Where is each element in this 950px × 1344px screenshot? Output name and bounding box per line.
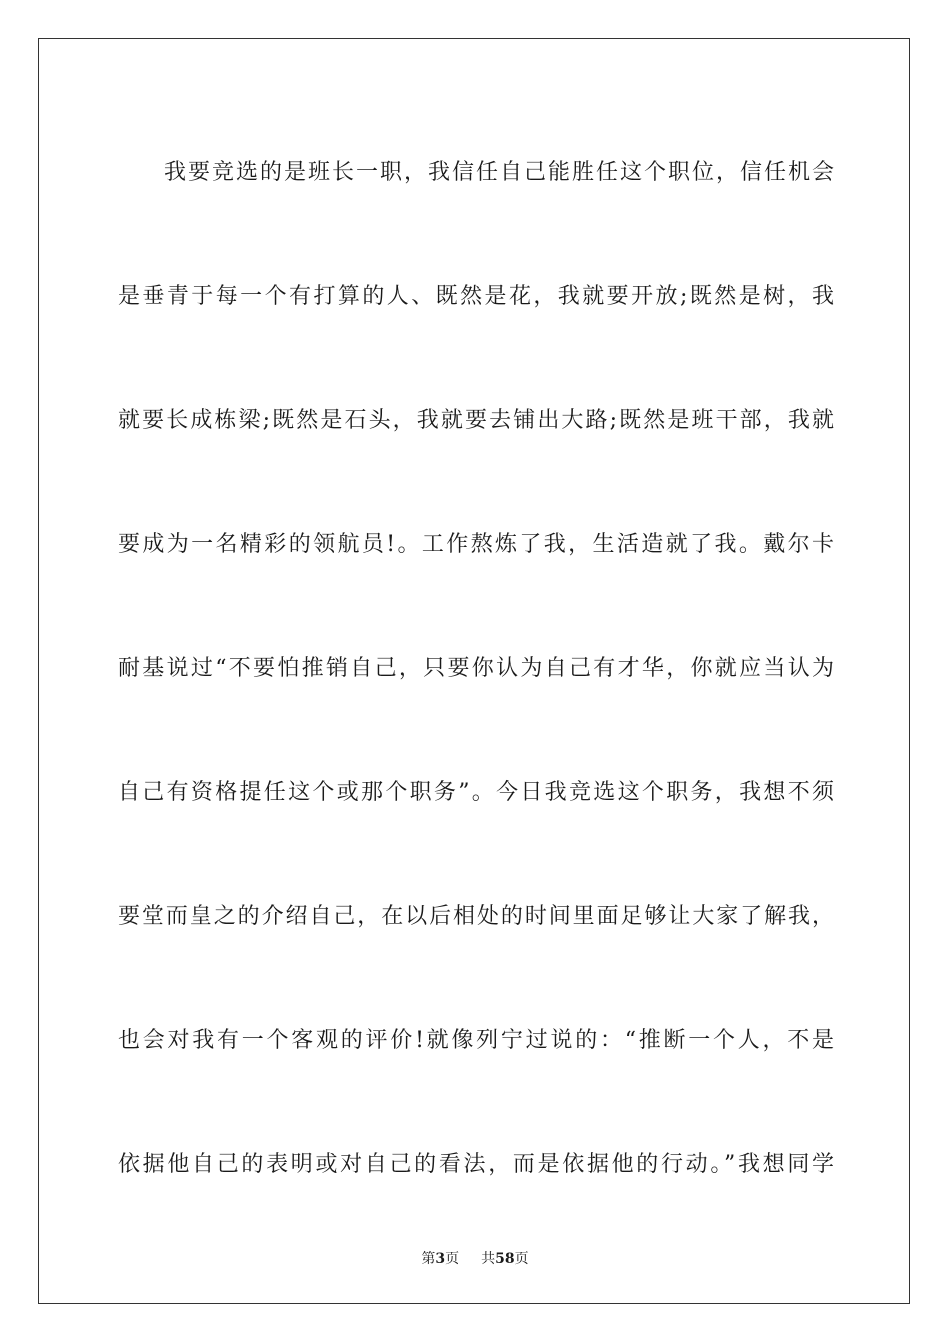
text-line-4: 要成为一名精彩的领航员!。工作熬炼了我，生活造就了我。戴尔卡 xyxy=(118,532,834,557)
text-line-8: 也会对我有一个客观的评价!就像列宁过说的：“推断一个人，不是 xyxy=(118,1028,834,1053)
page-suffix: 页 xyxy=(445,1251,460,1267)
text-line-2: 是垂青于每一个有打算的人、既然是花，我就要开放;既然是树，我 xyxy=(118,284,834,309)
text-line-1: 我要竞选的是班长一职，我信任自己能胜任这个职位，信任机会 xyxy=(164,160,834,185)
text-line-7: 要堂而皇之的介绍自己，在以后相处的时间里面足够让大家了解我， xyxy=(118,904,834,929)
text-line-9: 依据他自己的表明或对自己的看法，而是依据他的行动。”我想同学 xyxy=(118,1152,834,1177)
total-prefix: 共 xyxy=(481,1251,496,1267)
text-line-3: 就要长成栋梁;既然是石头，我就要去铺出大路;既然是班干部，我就 xyxy=(118,408,834,433)
page-prefix: 第 xyxy=(421,1251,436,1267)
text-line-6: 自己有资格提任这个或那个职务”。今日我竞选这个职务，我想不须 xyxy=(118,780,834,805)
page-number: 3 xyxy=(435,1251,446,1267)
page-footer xyxy=(0,1250,950,1268)
total-pages: 58 xyxy=(495,1251,515,1267)
total-suffix: 页 xyxy=(514,1251,529,1267)
text-line-5: 耐基说过“不要怕推销自己，只要你认为自己有才华，你就应当认为 xyxy=(118,656,834,681)
